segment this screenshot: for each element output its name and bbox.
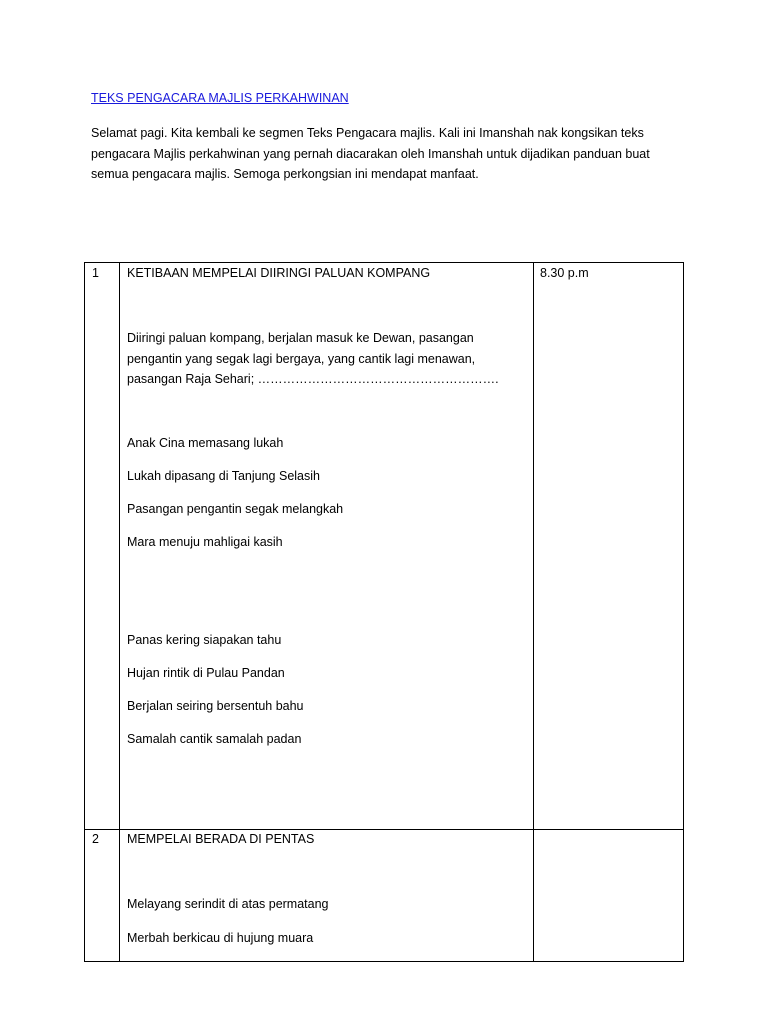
- row-1-pantun-2-line: Samalah cantik samalah padan: [127, 732, 302, 746]
- intro-line: Selamat pagi. Kita kembali ke segmen Teks Pengacara majlis. Kali ini Imanshah nak kongsikan teks: [91, 126, 644, 140]
- paragraph-line: pasangan Raja Sehari; ………………………………………………….: [127, 372, 499, 386]
- intro-line: semua pengacara majlis. Semoga perkongsian ini mendapat manfaat.: [91, 167, 479, 181]
- paragraph-line: Diiringi paluan kompang, berjalan masuk ke Dewan, pasangan: [127, 331, 474, 345]
- column-divider-number: [119, 263, 120, 961]
- row-2-pantun-1-line: Merbah berkicau di hujung muara: [127, 931, 314, 945]
- row-2-heading: MEMPELAI BERADA DI PENTAS: [127, 832, 315, 846]
- row-1-pantun-2-line: Berjalan seiring bersentuh bahu: [127, 699, 304, 713]
- row-1-time: 8.30 p.m: [540, 266, 589, 280]
- intro-paragraph: [91, 123, 691, 185]
- row-1-pantun-2-line: Hujan rintik di Pulau Pandan: [127, 666, 285, 680]
- intro-line: pengacara Majlis perkahwinan yang pernah diacarakan oleh Imanshah untuk dijadikan panduan buat: [91, 146, 650, 161]
- row-2-pantun-1-line: Melayang serindit di atas permatang: [127, 897, 329, 911]
- document-title-link[interactable]: TEKS PENGACARA MAJLIS PERKAHWINAN: [91, 91, 349, 105]
- row-1-pantun-2-line: Panas kering siapakan tahu: [127, 633, 282, 647]
- row-1-pantun-1-line: Anak Cina memasang lukah: [127, 436, 284, 450]
- row-1-paragraph: [127, 328, 499, 390]
- program-table: [84, 262, 684, 962]
- row-1-number: 1: [92, 266, 99, 280]
- row-1-pantun-1-line: Lukah dipasang di Tanjung Selasih: [127, 469, 320, 483]
- row-divider: [85, 829, 683, 830]
- row-2-number: 2: [92, 832, 99, 846]
- row-1-pantun-1-line: Mara menuju mahligai kasih: [127, 535, 283, 549]
- row-1-heading: KETIBAAN MEMPELAI DIIRINGI PALUAN KOMPANG: [127, 266, 431, 280]
- paragraph-line: pengantin yang segak lagi bergaya, yang cantik lagi menawan,: [127, 351, 476, 366]
- column-divider-time: [533, 263, 534, 961]
- row-1-pantun-1-line: Pasangan pengantin segak melangkah: [127, 502, 344, 516]
